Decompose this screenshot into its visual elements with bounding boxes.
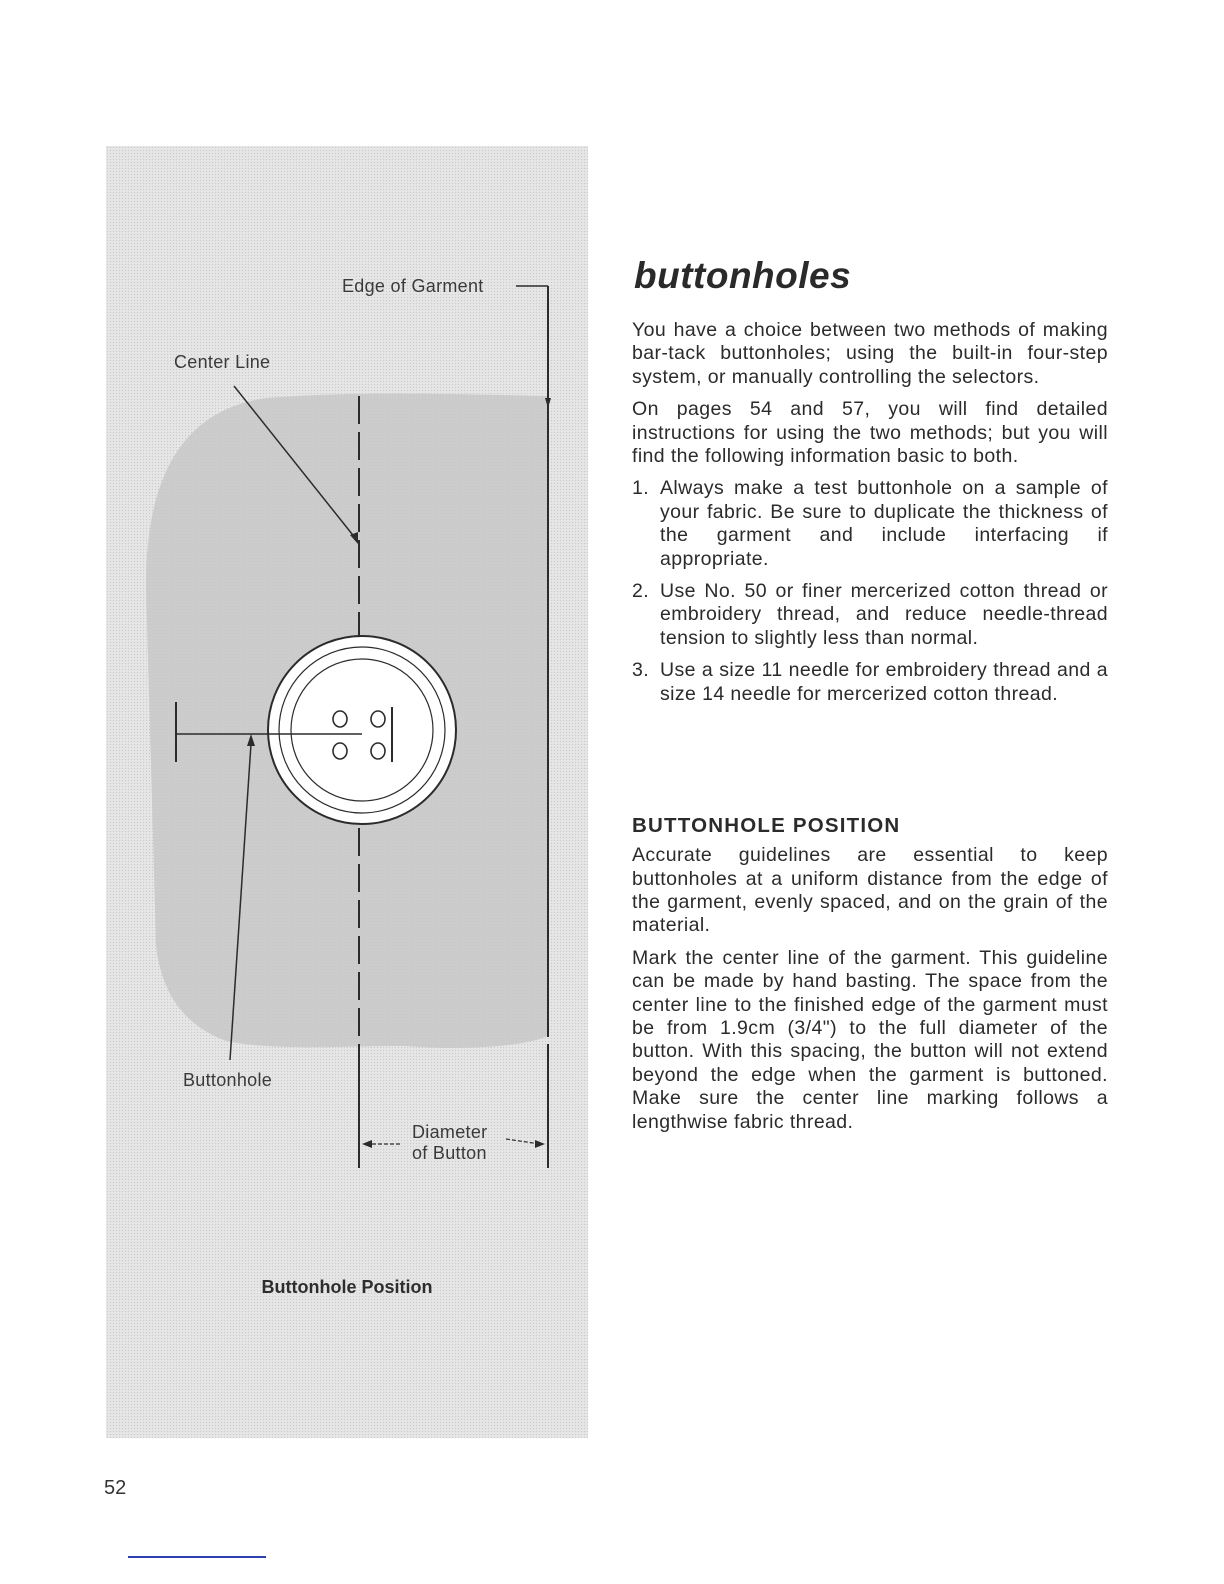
buttonhole-diagram — [106, 146, 588, 1438]
section-paragraph-2: Mark the center line of the garment. This guideline can be made by hand basting. The space from the center line to the finished edge of the garment must be from 1.9cm (3/4") to the full diameter of the button. With this spacing, the button will not extend beyond the edge when the garment is buttoned. Make sure the center line marking follows a lengthwise fabric thread. — [632, 946, 1108, 1133]
buttonhole-label: Buttonhole — [183, 1070, 273, 1090]
button-illustration — [268, 636, 456, 824]
list-item — [632, 580, 1108, 650]
list-item-number: 1. — [632, 477, 650, 500]
article-column — [632, 255, 1108, 1143]
list-item — [632, 659, 1108, 706]
list-item-text: Always make a test buttonhole on a sample of your fabric. Be sure to duplicate the thickness of the garment and include interfacing if appropriate. — [660, 477, 1108, 570]
footer-rule — [128, 1556, 266, 1558]
list-item-text: Use a size 11 needle for embroidery thread and a size 14 needle for mercerized cotton thread. — [660, 659, 1108, 705]
diameter-right-arrow — [506, 1139, 540, 1144]
list-item-text: Use No. 50 or finer mercerized cotton thread or embroidery thread, and reduce needle-thread tension to slightly less than normal. — [660, 580, 1108, 649]
figure-caption: Buttonhole Position — [261, 1277, 433, 1297]
page-title: buttonholes — [634, 255, 852, 296]
list-item-number: 3. — [632, 659, 650, 682]
diameter-label-line1: Diameter — [412, 1122, 488, 1142]
diameter-label-line2: of Button — [412, 1143, 487, 1163]
section-heading: BUTTONHOLE POSITION — [632, 814, 901, 838]
diameter-left-arrowhead — [362, 1140, 372, 1148]
center-line-label: Center Line — [174, 352, 271, 372]
diameter-right-arrowhead — [535, 1140, 545, 1148]
intro-paragraph-2: On pages 54 and 57, you will find detailed instructions for using the two methods; but you will find the following information basic to both. — [632, 398, 1108, 468]
list-item-number: 2. — [632, 580, 650, 603]
buttonhole-position-figure — [106, 146, 588, 1438]
page-number: 52 — [104, 1477, 127, 1499]
edge-of-garment-label: Edge of Garment — [342, 276, 484, 296]
intro-paragraph-1: You have a choice between two methods of making bar-tack buttonholes; using the built-in four-step system, or manually controlling the selectors. — [632, 319, 1108, 388]
list-item — [632, 477, 1108, 571]
instruction-list — [632, 477, 1108, 706]
section-paragraph-1: Accurate guidelines are essential to keep buttonholes at a uniform distance from the edge of the garment, evenly spaced, and on the grain of the material. — [632, 844, 1108, 937]
